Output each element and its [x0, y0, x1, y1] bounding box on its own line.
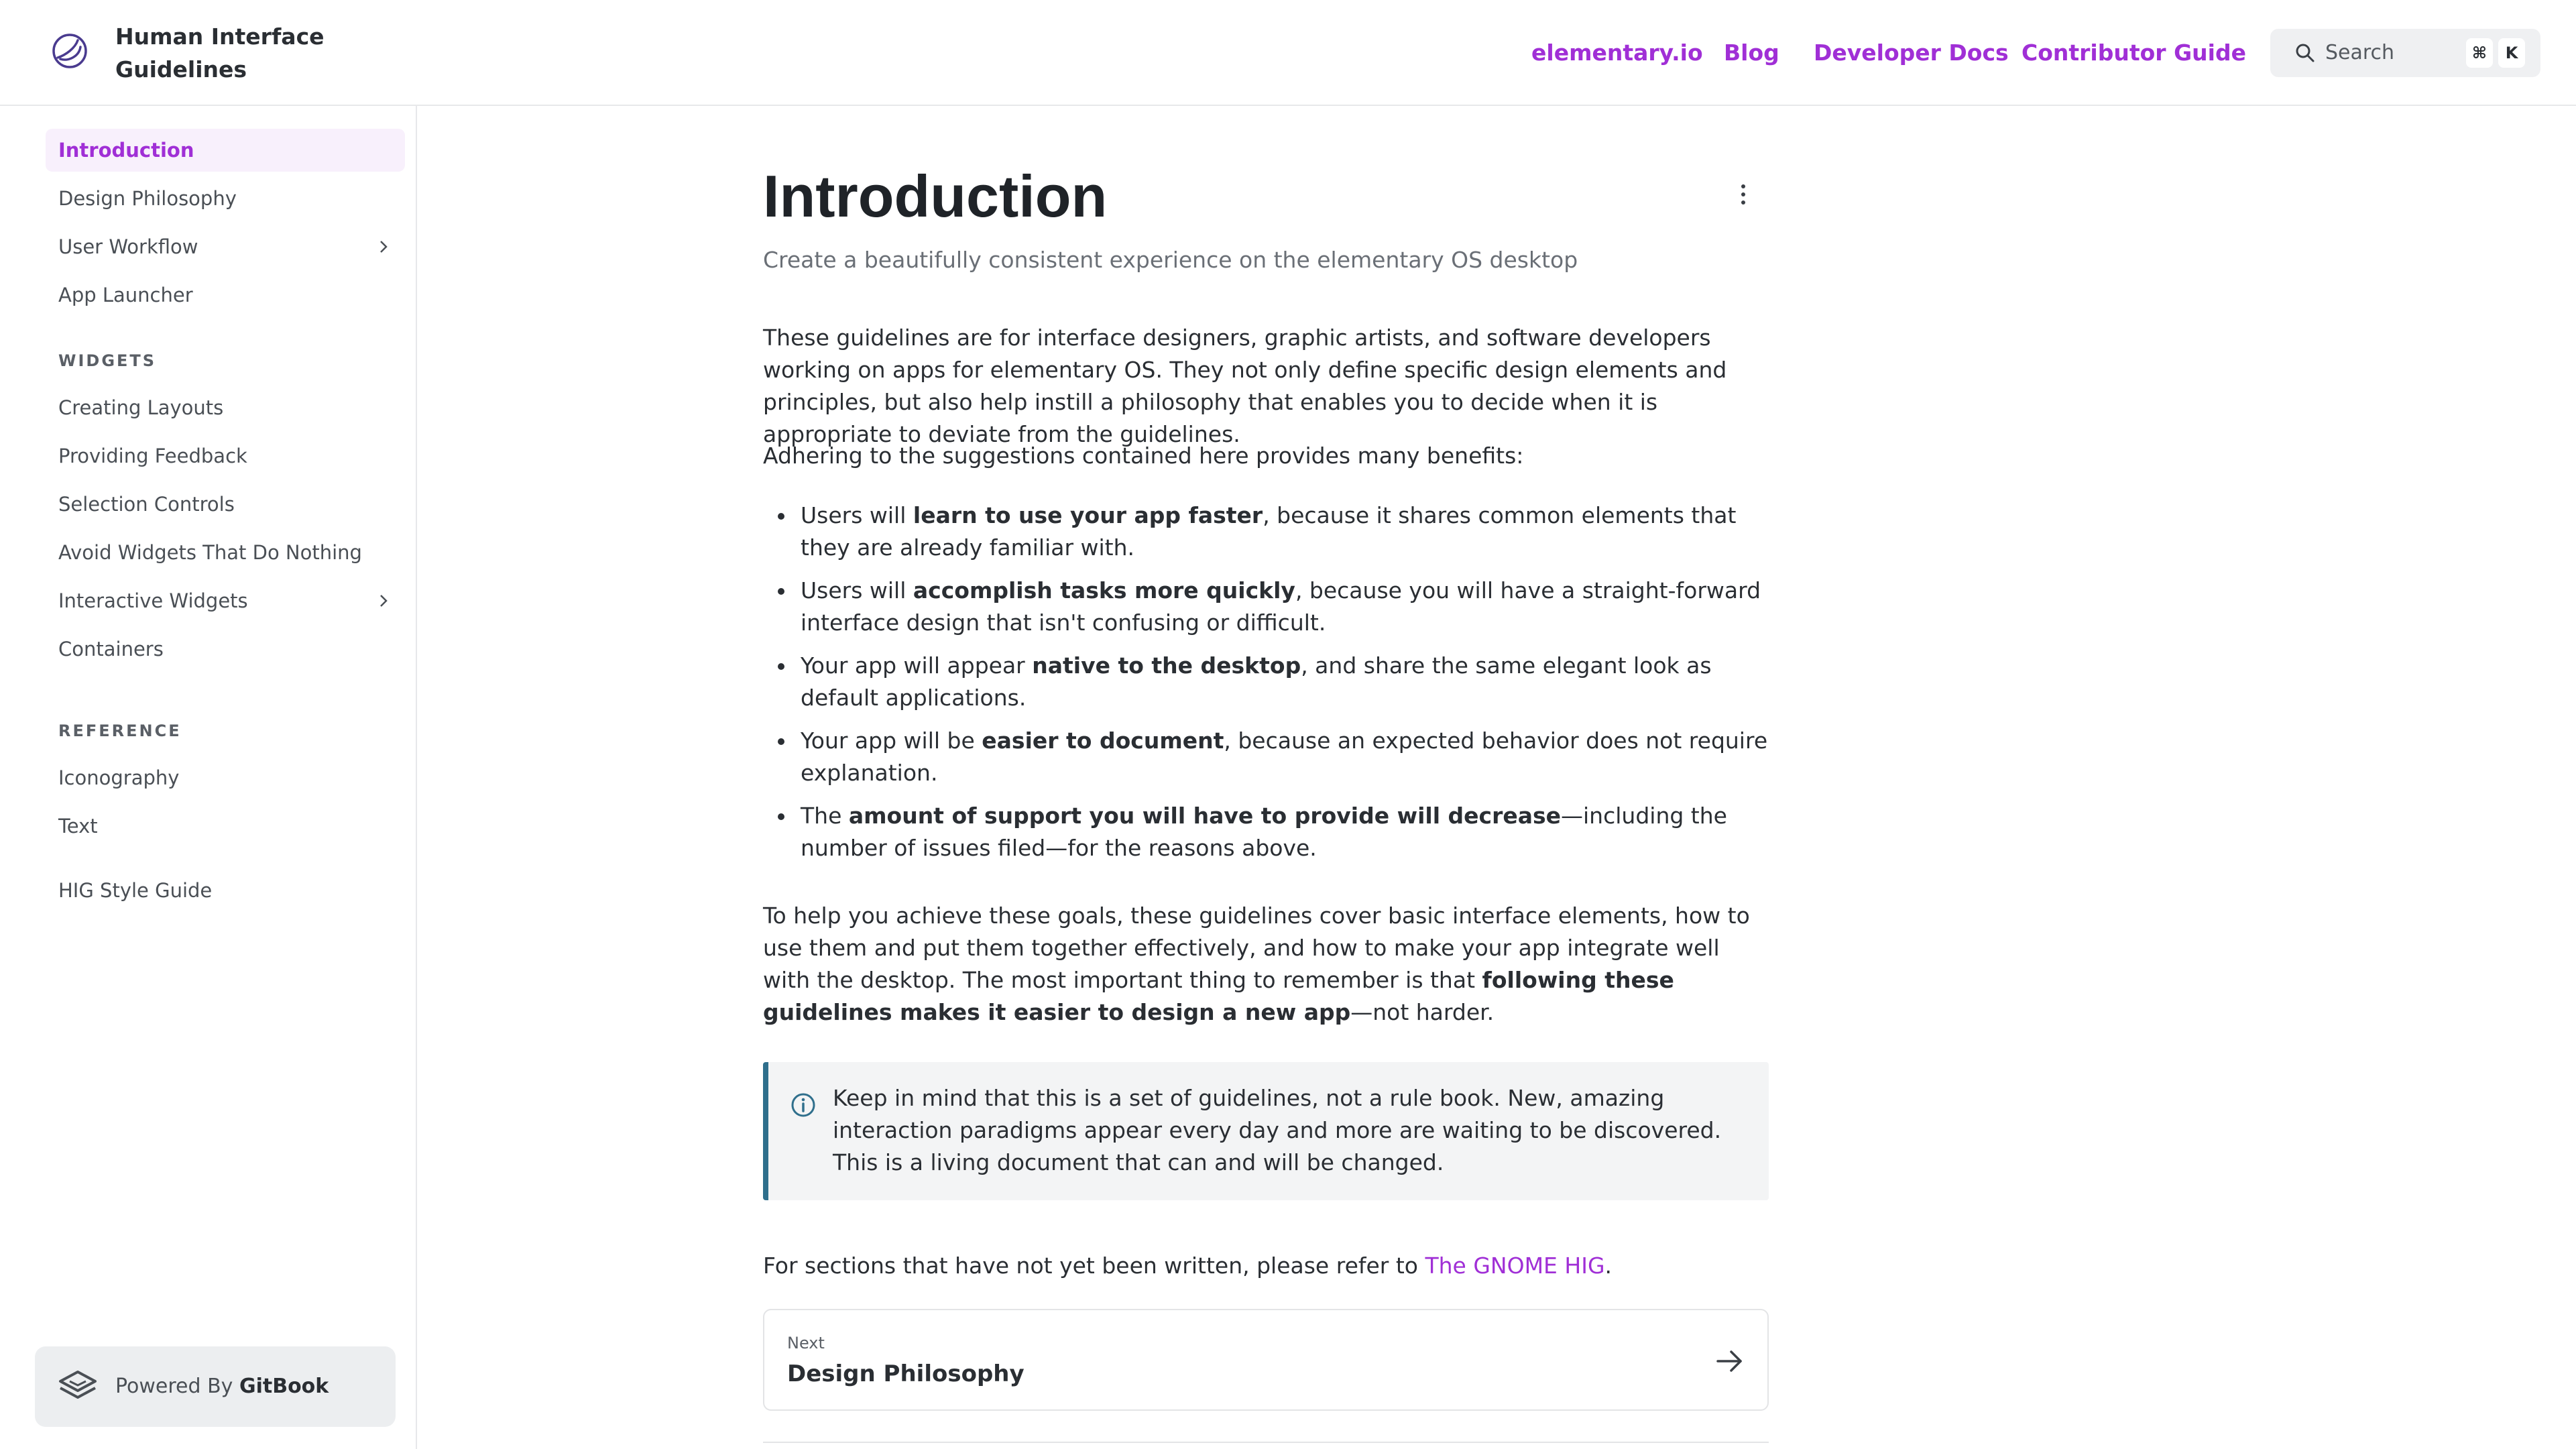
bullet-dot — [778, 813, 784, 820]
sidebar-section-reference: REFERENCE — [58, 721, 182, 740]
sidebar-item-user-workflow[interactable] — [46, 225, 405, 268]
sidebar-item-hig-style-guide[interactable]: HIG Style Guide — [58, 879, 213, 902]
next-page-card[interactable] — [763, 1309, 1769, 1411]
top-header — [0, 0, 2576, 106]
shortcut-key-cmd: ⌘ — [2466, 38, 2493, 68]
benefits-list — [763, 500, 1769, 875]
elementary-logo-icon[interactable] — [51, 32, 89, 70]
sidebar-item-providing-feedback[interactable]: Providing Feedback — [58, 445, 247, 467]
bullet-dot — [778, 513, 784, 520]
intro-paragraph: These guidelines are for interface designers, graphic artists, and software developers working on apps for elementary OS. They not only define specific design elements and principles, but also help instill a philosophy that enables you to decide when it is appropriate to deviate from the guidelines. — [763, 325, 1727, 447]
sidebar-item-creating-layouts[interactable]: Creating Layouts — [58, 396, 224, 419]
info-hint-box — [763, 1062, 1769, 1200]
gnome-reference-paragraph: For sections that have not yet been written, please refer to The GNOME HIG. — [763, 1253, 1613, 1279]
sidebar-item-label: User Workflow — [58, 235, 198, 258]
gitbook-icon — [56, 1367, 99, 1407]
next-title: Design Philosophy — [787, 1360, 1024, 1387]
nav-elementary-io[interactable]: elementary.io — [1531, 40, 1703, 66]
bullet-dot — [778, 588, 784, 595]
bullet-dot — [778, 663, 784, 670]
powered-by-text — [115, 1372, 329, 1401]
gnome-hig-link[interactable]: The GNOME HIG — [1425, 1253, 1605, 1279]
chevron-right-icon[interactable] — [375, 239, 392, 255]
nav-contributor-guide[interactable]: Contributor Guide — [2022, 40, 2246, 66]
list-item: The amount of support you will have to provide will decrease—including the number of issues filed—for the reasons above. — [763, 800, 1769, 864]
powered-prefix: Powered By — [115, 1375, 239, 1398]
site-title[interactable]: Human Interface Guidelines — [115, 23, 325, 82]
sidebar-item-introduction[interactable]: Introduction — [46, 129, 405, 172]
sidebar-item-avoid-widgets[interactable]: Avoid Widgets That Do Nothing — [58, 541, 362, 564]
list-item: Users will accomplish tasks more quickly, because you will have a straight-forward interface design that isn't confusing or difficult. — [763, 575, 1769, 639]
search-input[interactable] — [2270, 29, 2540, 77]
list-item: Your app will appear native to the desktop, and share the same elegant look as default applications. — [763, 650, 1769, 714]
sidebar-item-iconography[interactable]: Iconography — [58, 766, 180, 789]
divider — [763, 1442, 1769, 1443]
shortcut-key-k: K — [2498, 38, 2525, 68]
nav-developer-docs[interactable]: Developer Docs — [1814, 40, 2009, 66]
sidebar-item-label: Interactive Widgets — [58, 589, 248, 612]
powered-brand: GitBook — [239, 1375, 329, 1398]
info-icon — [790, 1092, 817, 1118]
next-label: Next — [787, 1334, 825, 1352]
sidebar-item-app-launcher[interactable]: App Launcher — [58, 284, 193, 306]
sidebar — [0, 106, 417, 1449]
sidebar-item-text[interactable]: Text — [58, 815, 98, 837]
sidebar-item-interactive-widgets[interactable] — [46, 579, 405, 622]
search-icon — [2294, 42, 2316, 64]
sidebar-item-selection-controls[interactable]: Selection Controls — [58, 493, 235, 516]
sidebar-section-widgets: WIDGETS — [58, 351, 157, 370]
nav-blog[interactable]: Blog — [1724, 40, 1779, 66]
chevron-right-icon[interactable] — [375, 593, 392, 609]
powered-by-gitbook[interactable] — [35, 1346, 396, 1427]
list-item: Users will learn to use your app faster, because it shares common elements that they are already familiar with. — [763, 500, 1769, 564]
benefits-intro: Adhering to the suggestions contained here provides many benefits: — [763, 443, 1524, 469]
search-placeholder: Search — [2325, 41, 2395, 64]
goals-paragraph: To help you achieve these goals, these guidelines cover basic interface elements, how to use them and put them together effectively, and how to make your app integrate well with the desktop. The most important thing to remember is that following these guidelines makes it easier to design a new app—not harder. — [763, 903, 1750, 1025]
list-item: Your app will be easier to document, because an expected behavior does not require explanation. — [763, 725, 1769, 789]
page-title: Introduction — [763, 163, 1108, 229]
hint-text: Keep in mind that this is a set of guidelines, not a rule book. New, amazing interaction paradigms appear every day and more are waiting to be discovered. This is a living document that can and will be changed. — [833, 1085, 1722, 1175]
more-options-icon[interactable] — [1738, 181, 1749, 208]
bullet-dot — [778, 738, 784, 745]
sidebar-item-containers[interactable]: Containers — [58, 638, 164, 660]
arrow-right-icon — [1715, 1348, 1745, 1375]
sidebar-item-design-philosophy[interactable]: Design Philosophy — [58, 187, 237, 210]
page-subtitle: Create a beautifully consistent experience on the elementary OS desktop — [763, 247, 1578, 273]
